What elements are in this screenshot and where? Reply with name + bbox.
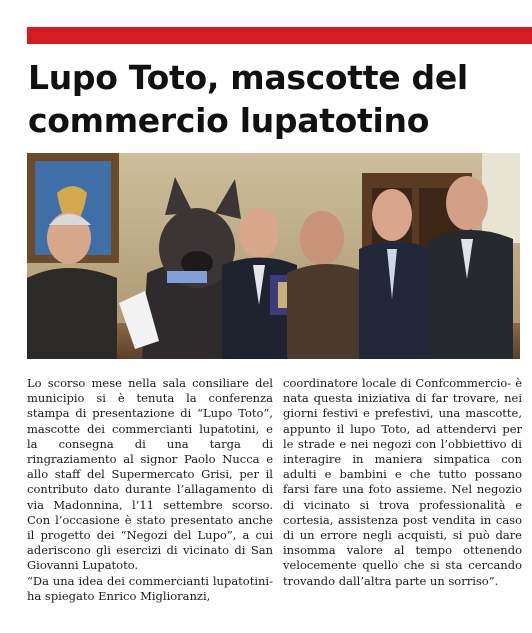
article-body-right-column	[283, 376, 522, 589]
photo-group-icon	[27, 153, 520, 359]
article-paragraph: coordinatore locale di Confcommercio- è nata questa iniziativa di far trovare, nei giorni festivi e prefestivi, una mascotte, appunto il lupo Toto, ad attendervi per le strade e nei negozi con l’obbiettivo di interagire in maniera simpatica con adulti e bambini e che tutto possano farsi fare una foto assieme. Nel negozio di vicinato si trova professionalità e cortesia, assistenza post vendita in caso di un errore negli acquisti, si può dare insomma valore al tempo ottenendo velocemente quello che si sta cercando trovando dall’altra parte un sorriso”.	[283, 376, 522, 588]
headline-line-1: Lupo Toto, mascotte del	[28, 58, 468, 97]
article-paragraph: Lo scorso mese nella sala consiliare del municipio si è tenuta la conferenza stampa di presentazione di “Lupo Toto”, mascotte dei commercianti lupatotini, e la consegna di una targa di ringraziamento al signor Paolo Nucca e allo staff del Supermercato Grisi, per il contributo dato durante l’allagamento di via Madonnina, l’11 settembre scorso. Con l’occasione è stato presentato anche il progetto dei “Negozi del Lupo”, a cui aderiscono gli esercizi di vicinato di San Giovanni Lupatoto.	[27, 376, 273, 573]
section-red-bar	[27, 27, 532, 44]
article-paragraph-quote: “Da una idea dei commercianti lupatotini- ha spiegato Enrico Miglioranzi,	[27, 573, 273, 603]
headline-line-2: commercio lupatotino	[28, 101, 430, 140]
article-body-left-column	[27, 376, 273, 604]
article-headline	[28, 56, 528, 142]
article-photo	[27, 153, 520, 359]
